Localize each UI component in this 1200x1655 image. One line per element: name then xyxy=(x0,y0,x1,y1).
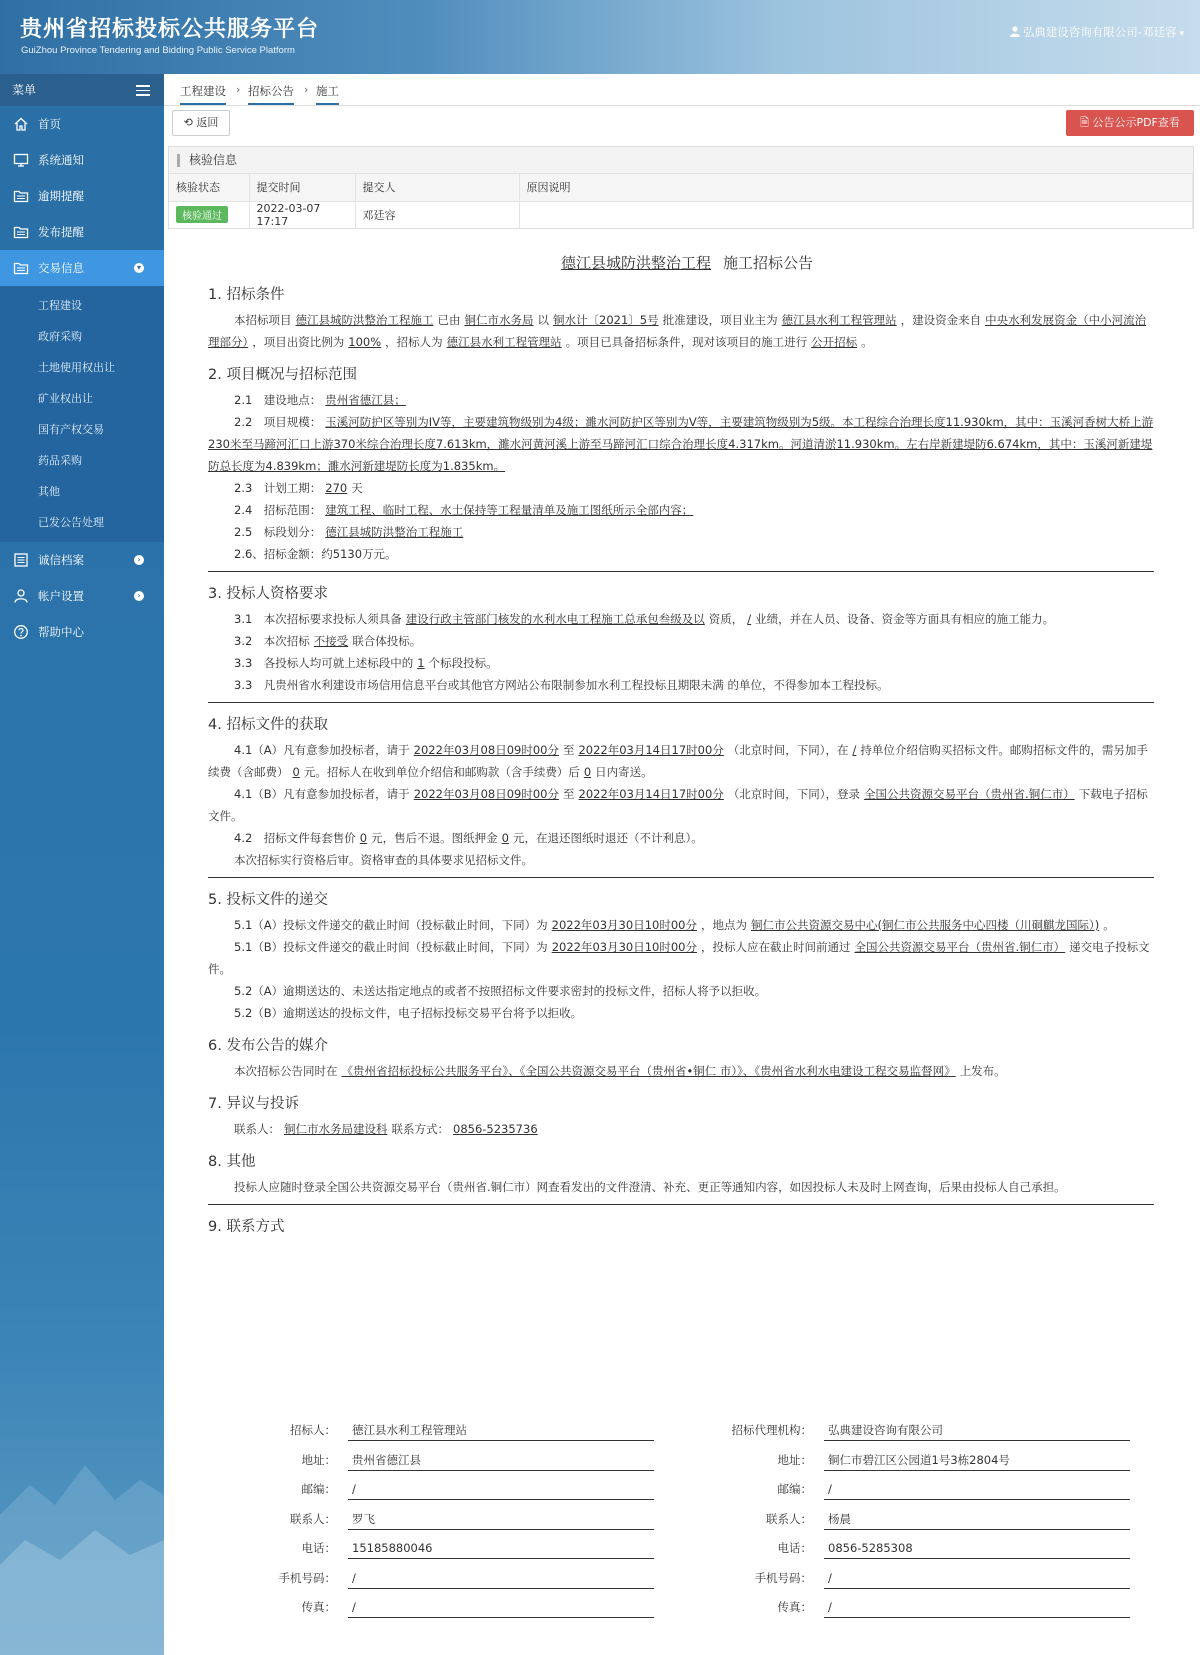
sidebar-item-label: 发布提醒 xyxy=(38,225,84,239)
hamburger-icon[interactable] xyxy=(136,85,150,99)
paragraph: 2.1 建设地点： 贵州省德江县； xyxy=(234,393,406,407)
contact-label: 邮编： xyxy=(777,1482,812,1496)
section-heading: 7. 异议与投诉 xyxy=(208,1096,299,1112)
section-heading: 8. 其他 xyxy=(208,1154,256,1170)
status-badge: 核验通过 xyxy=(176,206,228,223)
paragraph: 投标人应随时登录全国公共资源交易平台（贵州省.铜仁市）网查看发出的文件澄清、补充、更正等通知内容，如因投标人未及时上网查询，后果由投标人自己承担。 xyxy=(234,1180,1066,1194)
paragraph: 5.1（A）投标文件递交的截止时间（投标截止时间，下同）为 2022年03月30日10时00分 ，地点为 铜仁市公共资源交易中心(铜仁市公共服务中心四楼（川硐麒龙国际）) 。 xyxy=(234,918,1115,932)
mountain-decoration xyxy=(0,1425,164,1655)
sidebar xyxy=(0,74,164,1655)
header xyxy=(0,0,1200,74)
paragraph: 5.2（A）逾期送达的、未送达指定地点的或者不按照招标文件要求密封的投标文件，招标人将予以拒收。 xyxy=(234,984,767,998)
user-icon xyxy=(13,588,29,604)
breadcrumb-item[interactable]: 招标公告 xyxy=(248,83,294,105)
chevron-right-icon: › xyxy=(134,555,144,565)
status-cell xyxy=(169,201,249,228)
contact-value: 铜仁市碧江区公园道1号3栋2804号 xyxy=(824,1450,1130,1471)
sidebar-item-account[interactable] xyxy=(0,578,164,614)
contact-label: 传真： xyxy=(777,1600,812,1614)
contact-value: / xyxy=(348,1568,654,1589)
contact-label: 手机号码： xyxy=(278,1570,336,1585)
paragraph: 2.6、招标金额：约5130万元。 xyxy=(234,547,397,561)
paragraph: 2.3 计划工期： 270 天 xyxy=(234,481,363,495)
list-icon xyxy=(13,552,29,568)
sidebar-subitem[interactable]: 其他 xyxy=(38,485,60,498)
section-heading: 3. 投标人资格要求 xyxy=(208,586,328,602)
column-header: 提交时间 xyxy=(249,174,355,201)
pdf-icon: 🗎 xyxy=(1080,116,1093,129)
contact-label: 地址： xyxy=(301,1452,336,1467)
table-row xyxy=(169,201,1193,228)
platform-subtitle: GuiZhou Province Tendering and Bidding Public Service Platform xyxy=(21,45,295,56)
time-cell: 2022-03-07 17:17 xyxy=(249,201,355,228)
notice-document xyxy=(208,252,1154,1241)
folder-icon xyxy=(13,188,29,204)
breadcrumb-separator-icon: › xyxy=(304,83,309,96)
column-header: 提交人 xyxy=(355,174,519,201)
contact-label: 传真： xyxy=(301,1600,336,1614)
paragraph: 5.2（B）逾期送达的投标文件，电子招标投标交易平台将予以拒收。 xyxy=(234,1006,583,1020)
user-icon xyxy=(1010,26,1020,37)
chevron-right-icon: › xyxy=(134,591,144,601)
sidebar-item-label: 帮助中心 xyxy=(38,625,84,639)
contact-value: 罗飞 xyxy=(348,1509,654,1530)
section-heading: 1. 招标条件 xyxy=(208,287,285,303)
paragraph: 本次招标实行资格后审。资格审查的具体要求见招标文件。 xyxy=(234,853,533,867)
paragraph: 3.3 各投标人均可就上述标段中的 1 个标段投标。 xyxy=(234,656,498,670)
breadcrumb xyxy=(164,74,1200,106)
contact-value: 贵州省德江县 xyxy=(348,1450,654,1471)
contact-label: 招标人： xyxy=(290,1423,336,1437)
contact-label: 邮编： xyxy=(301,1482,336,1496)
sidebar-subitem[interactable]: 矿业权出让 xyxy=(38,392,93,405)
contact-value: 德江县水利工程管理站 xyxy=(348,1420,654,1441)
sidebar-item-home[interactable] xyxy=(0,106,164,142)
folder-icon xyxy=(13,260,29,276)
sidebar-item-label: 帐户设置 xyxy=(38,589,84,603)
paragraph: 3.3 凡贵州省水利建设市场信用信息平台或其他官方网站公布限制参加水利工程投标且期限未满 的单位，不得参加本工程投标。 xyxy=(234,678,889,692)
contact-value: 杨晨 xyxy=(824,1509,1130,1530)
menu-header xyxy=(0,74,164,106)
contact-value: 弘典建设咨询有限公司 xyxy=(824,1420,1130,1441)
contact-label: 电话： xyxy=(301,1541,336,1555)
reason-cell xyxy=(519,201,1193,228)
sidebar-subitem[interactable]: 国有产权交易 xyxy=(38,423,104,436)
toolbar xyxy=(164,106,1200,142)
contact-label: 招标代理机构： xyxy=(731,1423,812,1437)
user-name: 弘典建设咨询有限公司-邓廷容 xyxy=(1022,25,1177,39)
contact-label: 电话： xyxy=(777,1541,812,1555)
caret-down-icon: ▾ xyxy=(1179,29,1184,39)
paragraph: 本招标项目 德江县城防洪整治工程施工 已由 铜仁市水务局 以 铜水计〔2021〕5号 批准建设，项目业主为 德江县水利工程管理站 ，建设资金来自 中央水利发展资金（中小河流治理部分） ，项目出资比例为 100% ，招标人为 德江县水利工程管理站 。项目已具备招标条件，现对该项目的施工进行 公开招标 。 xyxy=(208,313,1147,349)
platform-title: 贵州省招标投标公共服务平台 xyxy=(20,17,320,42)
contact-value: / xyxy=(348,1479,654,1500)
sidebar-item-publish[interactable] xyxy=(0,214,164,250)
sidebar-submenu xyxy=(0,286,164,542)
breadcrumb-separator-icon: › xyxy=(236,83,241,96)
contact-value: / xyxy=(824,1597,1130,1618)
sidebar-subitem[interactable]: 土地使用权出让 xyxy=(38,361,115,374)
sidebar-item-label: 交易信息 xyxy=(38,261,84,275)
paragraph: 4.1（A）凡有意参加投标者，请于 2022年03月08日09时00分 至 2022年03月14日17时00分 （北京时间，下同），在 / 持单位介绍信购买招标文件。邮购招标文件的，需另加手续费（含邮费） 0 元。招标人在收到单位介绍信和邮购款（含手续费）后 0 日内寄送。 xyxy=(208,743,1148,779)
sidebar-subitem[interactable]: 已发公告处理 xyxy=(38,516,104,529)
column-header: 核验状态 xyxy=(169,174,249,201)
sidebar-item-label: 逾期提醒 xyxy=(38,189,84,203)
paragraph: 2.2 项目规模： 玉溪河防护区等别为IV等，主要建筑物级别为4级；濉水河防护区等别为V等，主要建筑物级别为5级。本工程综合治理长度11.930km，其中：玉溪河香树大桥上游230米至马蹄河汇口上游370米综合治理长度7.613km，濉水河黄河溪上游至马蹄河汇口综合治理长度4.317km。河道清淤11.930km。左右岸新建堤防6.674km，其中：玉溪河新建堤防总长度为4.839km；濉水河新建堤防长度为1.835km。 xyxy=(208,415,1154,473)
column-header: 原因说明 xyxy=(519,174,1193,201)
sidebar-item-label: 系统通知 xyxy=(38,153,84,167)
paragraph: 2.4 招标范围： 建筑工程、临时工程、水土保持等工程量清单及施工图纸所示全部内容； xyxy=(234,503,694,517)
paragraph: 联系人： 铜仁市水务局建设科 联系方式： 0856-5235736 xyxy=(234,1122,538,1136)
section-heading: 4. 招标文件的获取 xyxy=(208,717,328,733)
section-heading: 6. 发布公告的媒介 xyxy=(208,1038,328,1054)
contact-value: 0856-5285308 xyxy=(824,1538,1130,1559)
submitter-cell: 邓廷容 xyxy=(355,201,519,228)
contact-label: 联系人： xyxy=(766,1511,812,1526)
chevron-down-icon: ▾ xyxy=(134,263,144,273)
sidebar-subitem[interactable]: 药品采购 xyxy=(38,454,82,467)
contact-label: 地址： xyxy=(777,1452,812,1467)
monitor-icon xyxy=(13,152,29,168)
verify-panel xyxy=(168,146,1194,229)
divider xyxy=(208,1204,1154,1205)
divider xyxy=(208,571,1154,572)
paragraph: 2.5 标段划分： 德江县城防洪整治工程施工 xyxy=(234,525,464,539)
help-icon xyxy=(13,624,29,640)
user-menu[interactable] xyxy=(1010,24,1184,40)
breadcrumb-item[interactable]: 施工 xyxy=(316,83,339,105)
sidebar-item-notifications[interactable] xyxy=(0,142,164,178)
paragraph: 本次招标公告同时在 《贵州省招标投标公共服务平台》、《全国公共资源交易平台（贵州省•铜仁 市）》、《贵州省水利水电建设工程交易监督网》 上发布。 xyxy=(234,1064,1006,1078)
menu-label: 菜单 xyxy=(12,83,37,97)
sidebar-item-label: 诚信档案 xyxy=(38,553,84,567)
paragraph: 5.1（B）投标文件递交的截止时间（投标截止时间，下同）为 2022年03月30日10时00分 ，投标人应在截止时间前通过 全国公共资源交易平台（贵州省.铜仁市） 递交电子投标文件。 xyxy=(208,940,1150,976)
paragraph: 4.2 招标文件每套售价 0 元，售后不退。图纸押金 0 元，在退还图纸时退还（不计利息）。 xyxy=(234,831,703,845)
contact-grid xyxy=(208,1420,1158,1635)
sidebar-item-label: 首页 xyxy=(38,117,61,131)
contact-value: 15185880046 xyxy=(348,1538,654,1559)
sidebar-subitem[interactable]: 政府采购 xyxy=(38,330,82,343)
divider xyxy=(208,702,1154,703)
section-heading: 2. 项目概况与招标范围 xyxy=(208,367,357,383)
paragraph: 3.2 本次招标 不接受 联合体投标。 xyxy=(234,634,422,648)
pdf-view-button[interactable]: 🗎 公告公示PDF查看 xyxy=(1066,110,1194,136)
contact-value: / xyxy=(348,1597,654,1618)
sidebar-item-trade[interactable] xyxy=(0,250,164,286)
back-icon: ⟲ xyxy=(183,116,197,129)
breadcrumb-item[interactable]: 工程建设 xyxy=(180,83,226,105)
section-heading: 5. 投标文件的递交 xyxy=(208,892,328,908)
sidebar-item-overdue[interactable] xyxy=(0,178,164,214)
paragraph: 4.1（B）凡有意参加投标者，请于 2022年03月08日09时00分 至 2022年03月14日17时00分 （北京时间，下同），登录 全国公共资源交易平台（贵州省.铜仁市） 下载电子招标文件。 xyxy=(208,787,1148,823)
back-button[interactable]: ⟲ 返回 xyxy=(172,110,230,136)
sidebar-item-credit[interactable] xyxy=(0,542,164,578)
sidebar-subitem[interactable]: 工程建设 xyxy=(38,299,82,312)
sidebar-item-help[interactable] xyxy=(0,614,164,650)
divider xyxy=(208,877,1154,878)
contact-label: 联系人： xyxy=(290,1511,336,1526)
folder-icon xyxy=(13,224,29,240)
contact-value: / xyxy=(824,1568,1130,1589)
notice-title: 德江县城防洪整治工程 施工招标公告 xyxy=(560,254,814,272)
verify-table xyxy=(169,174,1193,228)
section-heading: 9. 联系方式 xyxy=(208,1219,285,1235)
verify-title: 核验信息 xyxy=(169,147,1193,174)
home-icon xyxy=(13,116,29,132)
contact-label: 手机号码： xyxy=(754,1570,812,1585)
paragraph: 3.1 本次招标要求投标人须具备 建设行政主管部门核发的水利水电工程施工总承包叁级及以 资质， / 业绩，并在人员、设备、资金等方面具有相应的施工能力。 xyxy=(234,612,1055,626)
contact-value: / xyxy=(824,1479,1130,1500)
main-content xyxy=(164,74,1200,1235)
